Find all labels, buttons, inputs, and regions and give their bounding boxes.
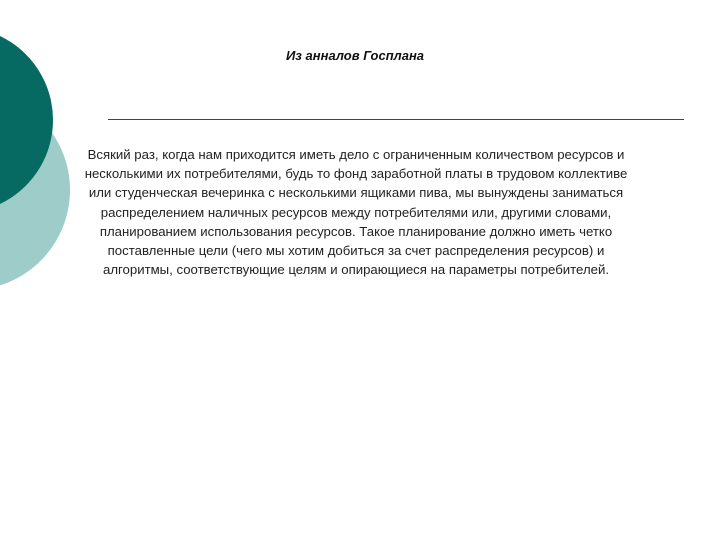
slide-title: Из анналов Госплана bbox=[285, 48, 425, 63]
slide-body-text: Всякий раз, когда нам приходится иметь дело с ограниченным количеством ресурсов и несколькими их потребителями, будь то фонд заработной платы в трудовом коллективе или студенческая вечеринка с несколькими ящиками пива, мы вынуждены заниматься распределением наличных ресурсов между потребителями или, другими словами, планированием использования ресурсов. Такое планирование должно иметь четко поставленные цели (чего мы хотим добиться за счет распределения ресурсов) и алгоритмы, соответствующие целям и опирающиеся на параметры потребителей. bbox=[84, 147, 628, 278]
title-divider bbox=[108, 119, 684, 120]
